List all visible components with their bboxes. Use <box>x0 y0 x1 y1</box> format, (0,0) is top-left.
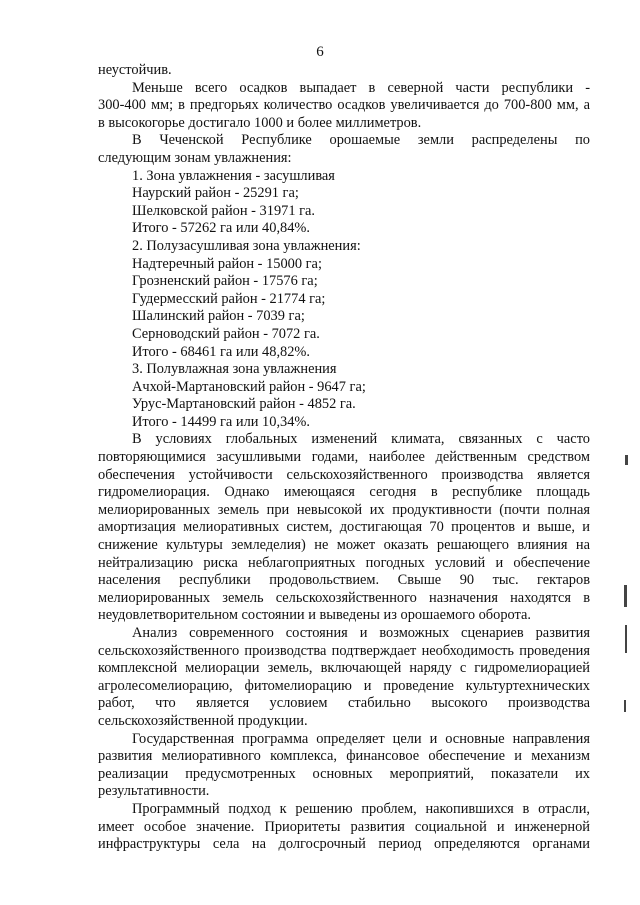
page-number: 6 <box>316 44 324 60</box>
text-line: результативности. <box>98 783 210 800</box>
text-line: Анализ современного состояния и возможных сценариев развития <box>132 625 590 641</box>
text-line: следующим зонам увлажнения: <box>98 149 292 166</box>
text-line: гидромелиорация. Однако имеющаяся сегодня в республике площадь <box>98 484 590 501</box>
text-line: Надтеречный район - 15000 га; <box>132 255 322 272</box>
text-line: В Чеченской Республике орошаемые земли распределены по <box>132 132 590 149</box>
text-line: обеспечения устойчивости сельскохозяйственного производства является <box>98 466 590 483</box>
text-line: Шелковской район - 31971 га. <box>132 202 316 219</box>
text-line: реализации предусмотренных основных мероприятий, показатели их <box>98 765 590 782</box>
text-line: населения республики продовольствием. Свыше 90 тыс. гектаров <box>98 572 590 589</box>
text-line: повторяющимися засушливыми годами, наиболее действенным средством <box>98 449 590 466</box>
text-line: В условиях глобальных изменений климата, связанных с часто <box>132 431 590 448</box>
text-line: имеет особое значение. Приоритеты развития социальной и инженерной <box>98 818 590 835</box>
text-line: комплексной мелиорации земель, включающей наряду с гидромелиорацией <box>98 660 590 677</box>
text-line: 300-400 мм; в предгорьях количество осадков увеличивается до 700-800 мм, а <box>98 97 590 114</box>
text-line: мелиорированных земель при невысокой их продуктивности (почти полная <box>98 501 590 518</box>
text-line: Государственная программа определяет цели и основные направления <box>132 730 590 747</box>
text-line: неустойчив. <box>98 62 172 78</box>
text-line: Итого - 57262 га или 40,84%. <box>132 220 311 237</box>
text-line: Гудермесский район - 21774 га; <box>132 290 326 307</box>
text-line: агролесомелиорацию, фитомелиорацию и проведение культуртехнических <box>98 677 590 694</box>
scan-edge-mark <box>625 455 628 465</box>
text-line: Итого - 68461 га или 48,82%. <box>132 343 311 360</box>
text-line: Серноводский район - 7072 га. <box>132 325 320 342</box>
text-line: нейтрализацию риска неблагоприятных погодных условий и обеспечение <box>98 554 590 571</box>
scan-edge-mark <box>625 625 627 653</box>
text-line: Меньше всего осадков выпадает в северной части республики - <box>132 79 590 96</box>
text-line: снижение культуры земледелия) не может оказать решающего влияния на <box>98 537 590 554</box>
text-line: Грозненский район - 17576 га; <box>132 273 318 290</box>
text-line: в высокогорье достигало 1000 и более миллиметров. <box>98 114 422 131</box>
text-line: 3. Полувлажная зона увлажнения <box>132 361 337 378</box>
document-body <box>98 62 590 854</box>
text-line: неудовлетворительном состоянии и выведены из орошаемого оборота. <box>98 607 531 624</box>
text-line: Программный подход к решению проблем, накопившихся в отрасли, <box>132 800 590 817</box>
text-line: 2. Полузасушливая зона увлажнения: <box>132 237 361 254</box>
text-line: Ачхой-Мартановский район - 9647 га; <box>132 378 366 395</box>
text-line: амортизация мелиоративных систем, достигающая 70 процентов и выше, и <box>98 519 590 536</box>
text-line: Шалинский район - 7039 га; <box>132 308 305 325</box>
text-line: Наурский район - 25291 га; <box>132 185 299 202</box>
text-line: развития мелиоративного комплекса, финансовое обеспечение и механизм <box>98 748 590 765</box>
scan-edge-mark <box>624 585 627 607</box>
text-line: Итого - 14499 га или 10,34%. <box>132 413 311 430</box>
text-line: работ, что является условием стабильно высокого производства <box>98 695 590 712</box>
text-line: сельскохозяйственной продукции. <box>98 712 308 729</box>
text-line: сельскохозяйственного производства подтверждает необходимость проведения <box>98 642 590 659</box>
scan-edge-mark <box>624 700 626 712</box>
text-line: 1. Зона увлажнения - засушливая <box>132 167 335 184</box>
text-line: Урус-Мартановский район - 4852 га. <box>132 396 356 413</box>
text-line: мелиорированных земель сельскохозяйственного назначения находятся в <box>98 589 590 606</box>
text-line: инфраструктуры села на долгосрочный период определяются органами <box>98 836 590 853</box>
